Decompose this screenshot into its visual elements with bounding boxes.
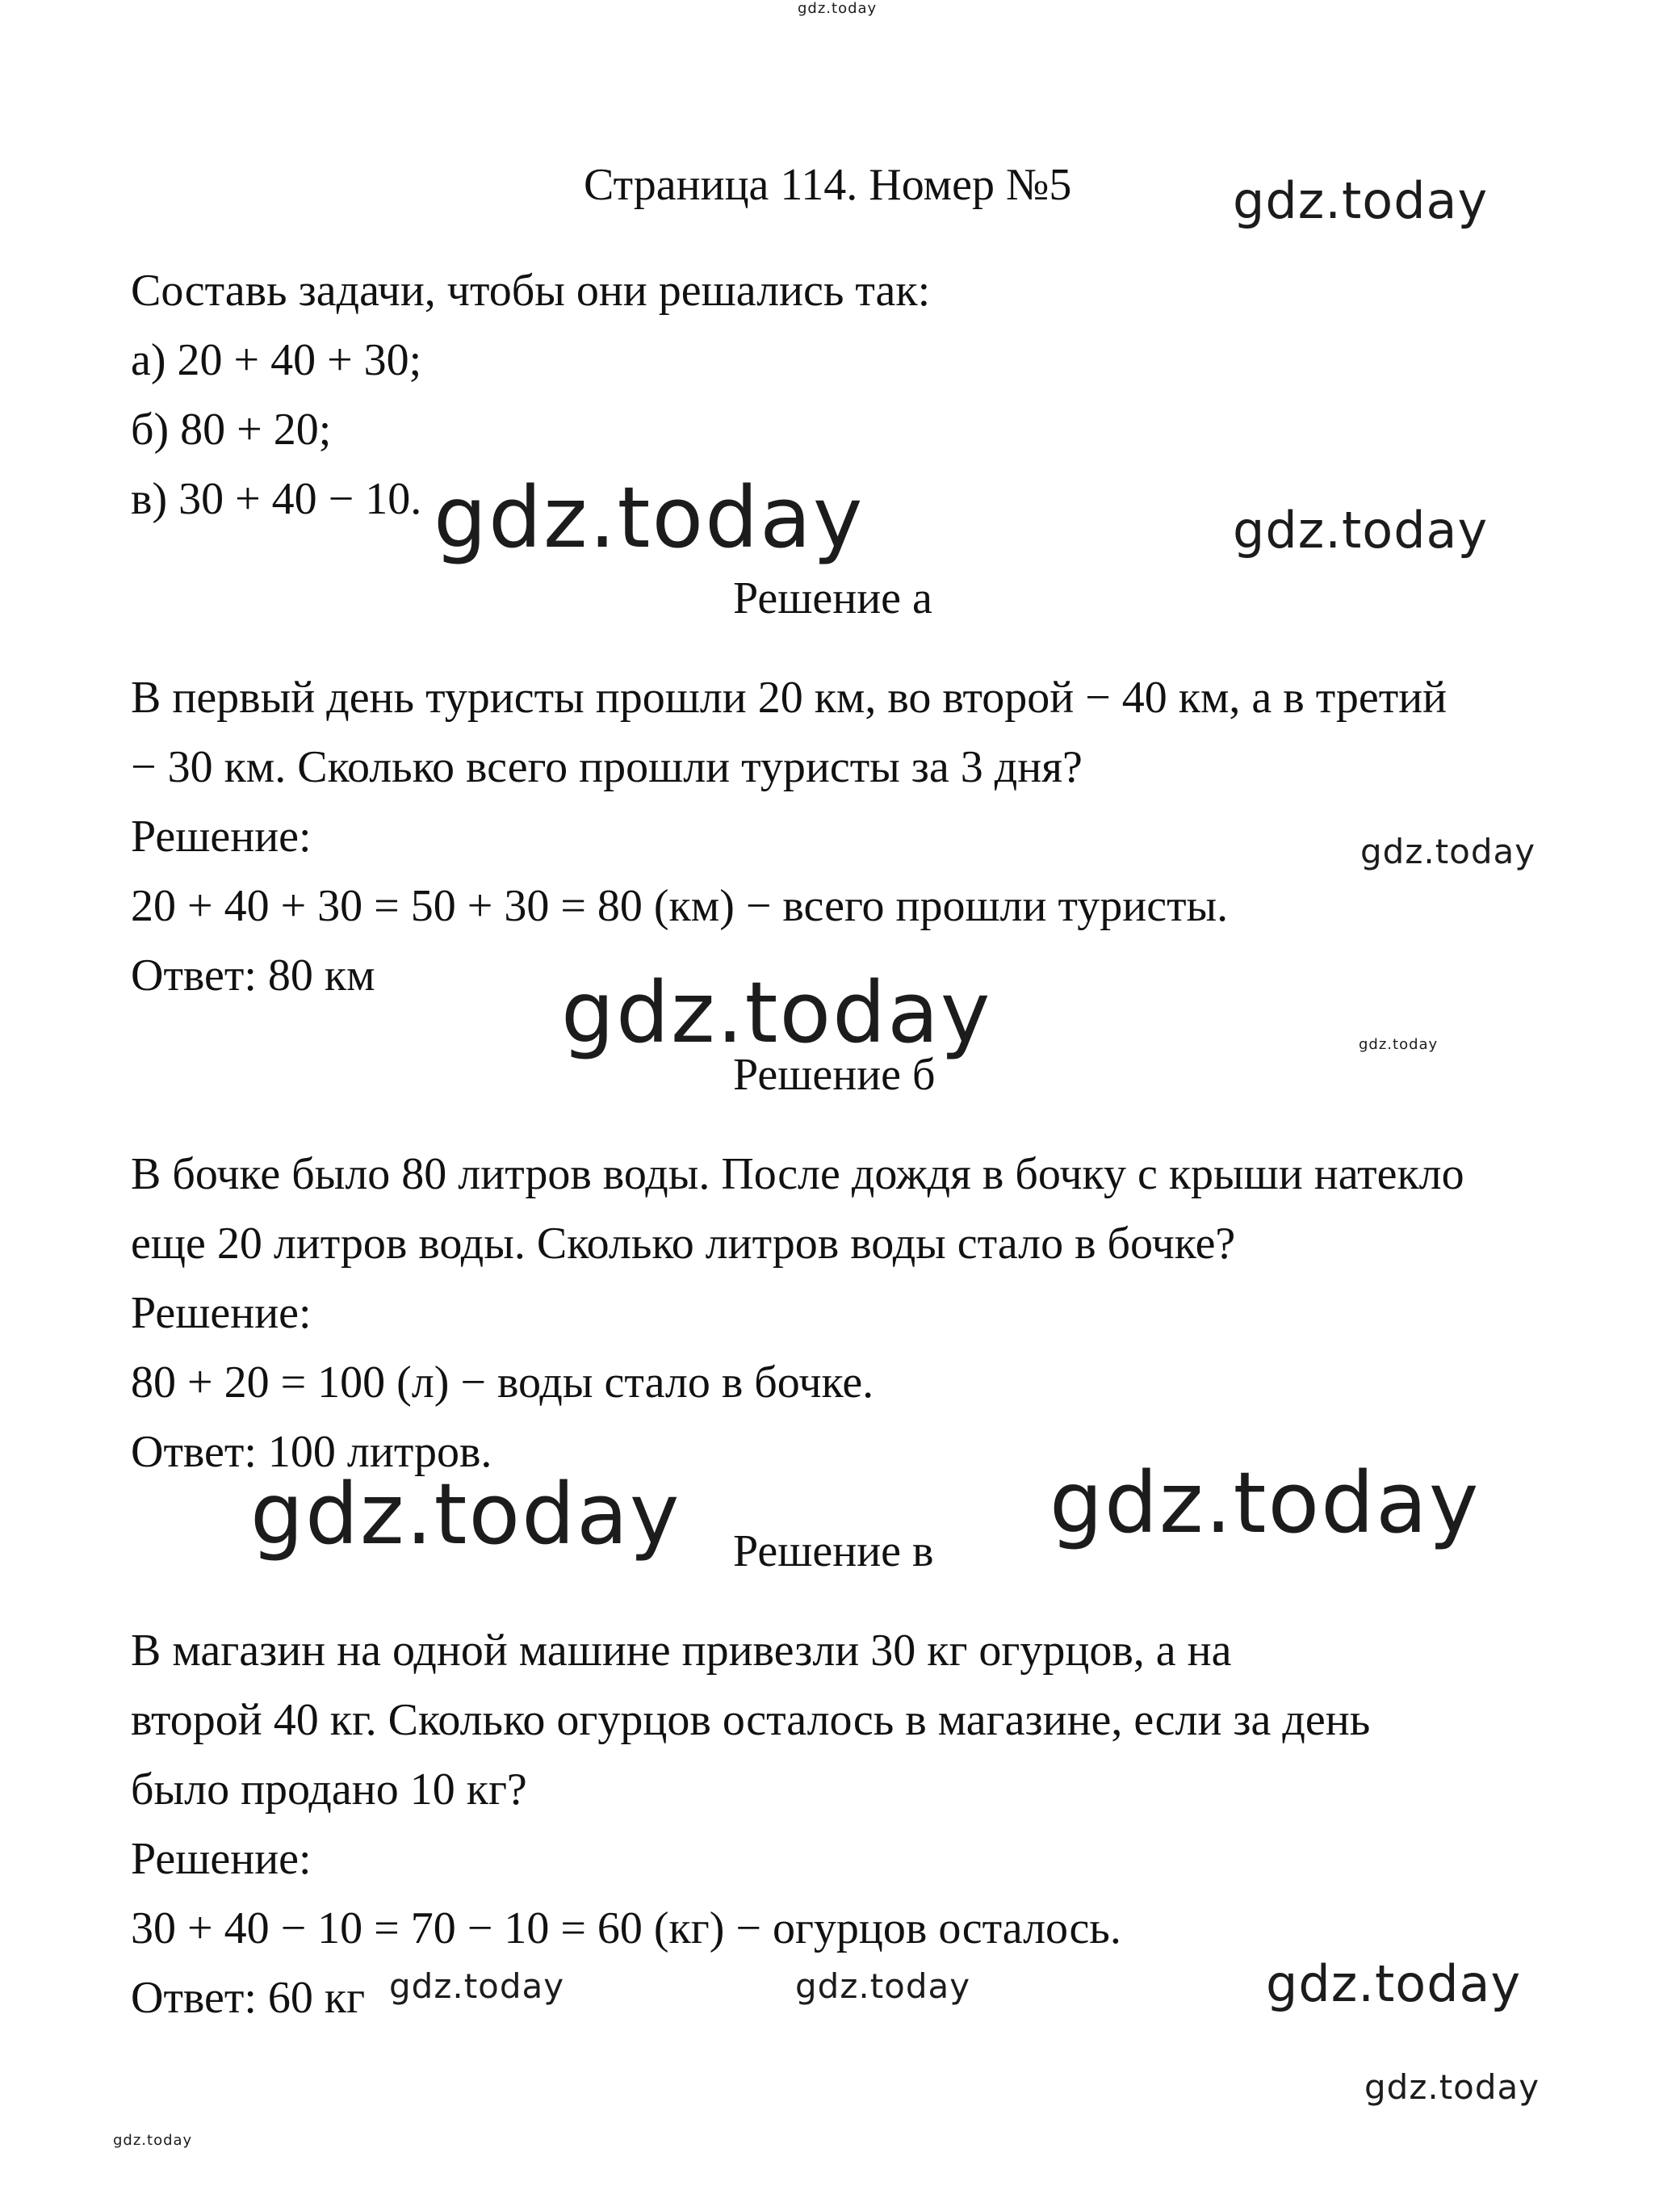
- solution-c-answer: Ответ: 60 кг: [131, 1973, 366, 2023]
- watermark-text: gdz.today: [1233, 501, 1489, 560]
- watermark-text: gdz.today: [1049, 1454, 1481, 1552]
- solution-a-problem-line: В первый день туристы прошли 20 км, во второй − 40 км, а в третий: [131, 673, 1447, 723]
- solution-c-problem-line: второй 40 кг. Сколько огурцов осталось в магазине, если за день: [131, 1695, 1371, 1745]
- solution-b-answer: Ответ: 100 литров.: [131, 1427, 492, 1477]
- task-item-a: а) 20 + 40 + 30;: [131, 335, 422, 385]
- watermark-text: gdz.today: [434, 468, 865, 567]
- watermark-text: gdz.today: [1266, 1954, 1522, 2013]
- solution-a-equation: 20 + 40 + 30 = 50 + 30 = 80 (км) − всего прошли туристы.: [131, 881, 1229, 931]
- solution-c-heading: Решение в: [733, 1526, 934, 1576]
- solution-c-problem-line: В магазин на одной машине привезли 30 кг огурцов, а на: [131, 1626, 1232, 1676]
- watermark-text: gdz.today: [795, 1966, 971, 2006]
- solution-b-problem-line: В бочке было 80 литров воды. После дождя в бочку с крыши натекло: [131, 1149, 1464, 1199]
- solution-c-equation: 30 + 40 − 10 = 70 − 10 = 60 (кг) − огурцов осталось.: [131, 1903, 1121, 1953]
- task-item-b: б) 80 + 20;: [131, 405, 332, 455]
- solution-a-problem-line: − 30 км. Сколько всего прошли туристы за 3 дня?: [131, 742, 1083, 792]
- watermark-text: gdz.today: [1360, 832, 1536, 871]
- watermark-text: gdz.today: [561, 963, 992, 1062]
- solution-b-equation: 80 + 20 = 100 (л) − воды стало в бочке.: [131, 1357, 874, 1408]
- solution-c-problem-line: было продано 10 кг?: [131, 1764, 527, 1815]
- watermark-text: gdz.today: [250, 1465, 681, 1563]
- watermark-text: gdz.today: [1359, 1036, 1439, 1053]
- page-title: Страница 114. Номер №5: [584, 160, 1072, 210]
- solution-a-answer: Ответ: 80 км: [131, 950, 375, 1001]
- solution-b-problem-line: еще 20 литров воды. Сколько литров воды стало в бочке?: [131, 1219, 1236, 1269]
- solution-b-heading: Решение б: [733, 1050, 936, 1100]
- solution-c-label: Решение:: [131, 1834, 312, 1884]
- watermark-text: gdz.today: [113, 2132, 193, 2149]
- solution-b-label: Решение:: [131, 1288, 312, 1338]
- watermark-text: gdz.today: [1233, 171, 1489, 230]
- task-intro: Составь задачи, чтобы они решались так:: [131, 266, 931, 316]
- watermark-text: gdz.today: [389, 1966, 565, 2006]
- solution-a-heading: Решение а: [733, 573, 932, 623]
- watermark-text: gdz.today: [798, 0, 878, 17]
- solution-a-label: Решение:: [131, 812, 312, 862]
- watermark-text: gdz.today: [1364, 2067, 1540, 2107]
- task-item-c: в) 30 + 40 − 10.: [131, 474, 422, 524]
